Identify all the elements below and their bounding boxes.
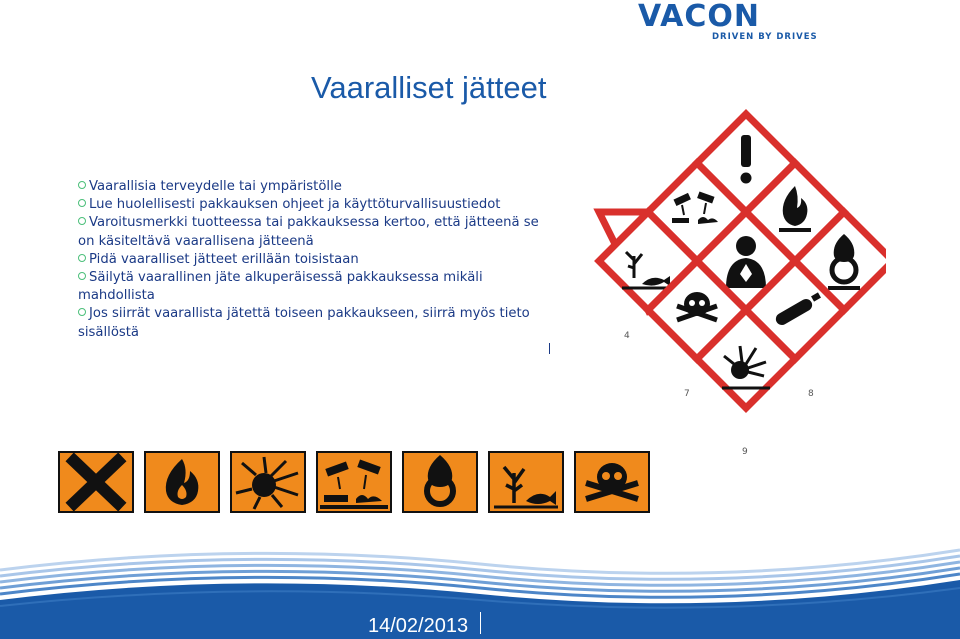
bullet-dot-icon [78,308,86,316]
slide-title: Vaaralliset jätteet [311,70,547,105]
bullet-item [78,178,548,196]
bullet-dot-icon [78,272,86,280]
bullet-item [78,251,548,269]
footer-divider [480,612,481,634]
bullet-item [78,196,548,214]
ghs-number: 4 [624,331,630,341]
ghs-number: 7 [684,389,690,399]
harmful-x-icon [58,451,134,513]
bullet-text: Säilytä vaarallinen jäte alkuperäisessä pakkauksessa mikäli mahdollista [78,270,483,304]
text-cursor-mark [549,343,550,354]
bullet-text: Vaarallisia terveydelle tai ympäristölle [89,179,342,194]
bullet-text: Jos siirrät vaarallista jätettä toiseen pakkaukseen, siirrä myös tieto sisällöstä [78,306,530,340]
ghs-number: 8 [808,389,814,399]
flammable-icon [144,451,220,513]
bullet-dot-icon [78,181,86,189]
bullet-list [78,178,548,342]
bullet-text: Lue huolellisesti pakkauksen ohjeet ja käyttöturvallisuustiedot [89,197,501,213]
bullet-item [78,269,548,305]
bullet-text: Pidä vaaralliset jätteet erillään toisistaan [89,251,359,267]
bullet-item [78,305,548,341]
slide-date: 14/02/2013 [368,615,469,637]
toxic-icon [574,451,650,513]
explosive-icon [230,451,306,513]
vacon-logo [638,2,818,44]
logo-tagline: DRIVEN BY DRIVES [712,32,818,42]
environment-icon [488,451,564,513]
bullet-dot-icon [78,217,86,225]
ghs-pictogram-grid [574,108,886,464]
corrosive-icon [316,451,392,513]
logo-wordmark: VACON [638,0,761,34]
bullet-dot-icon [78,199,86,207]
oxidizing-icon [402,451,478,513]
bullet-dot-icon [78,254,86,262]
ghs-number: 9 [742,447,748,457]
bullet-item [78,214,548,250]
bullet-text: Varoitusmerkki tuotteessa tai pakkauksessa kertoo, että jätteenä se on käsiteltävä vaarallisena jätteenä [78,215,539,249]
